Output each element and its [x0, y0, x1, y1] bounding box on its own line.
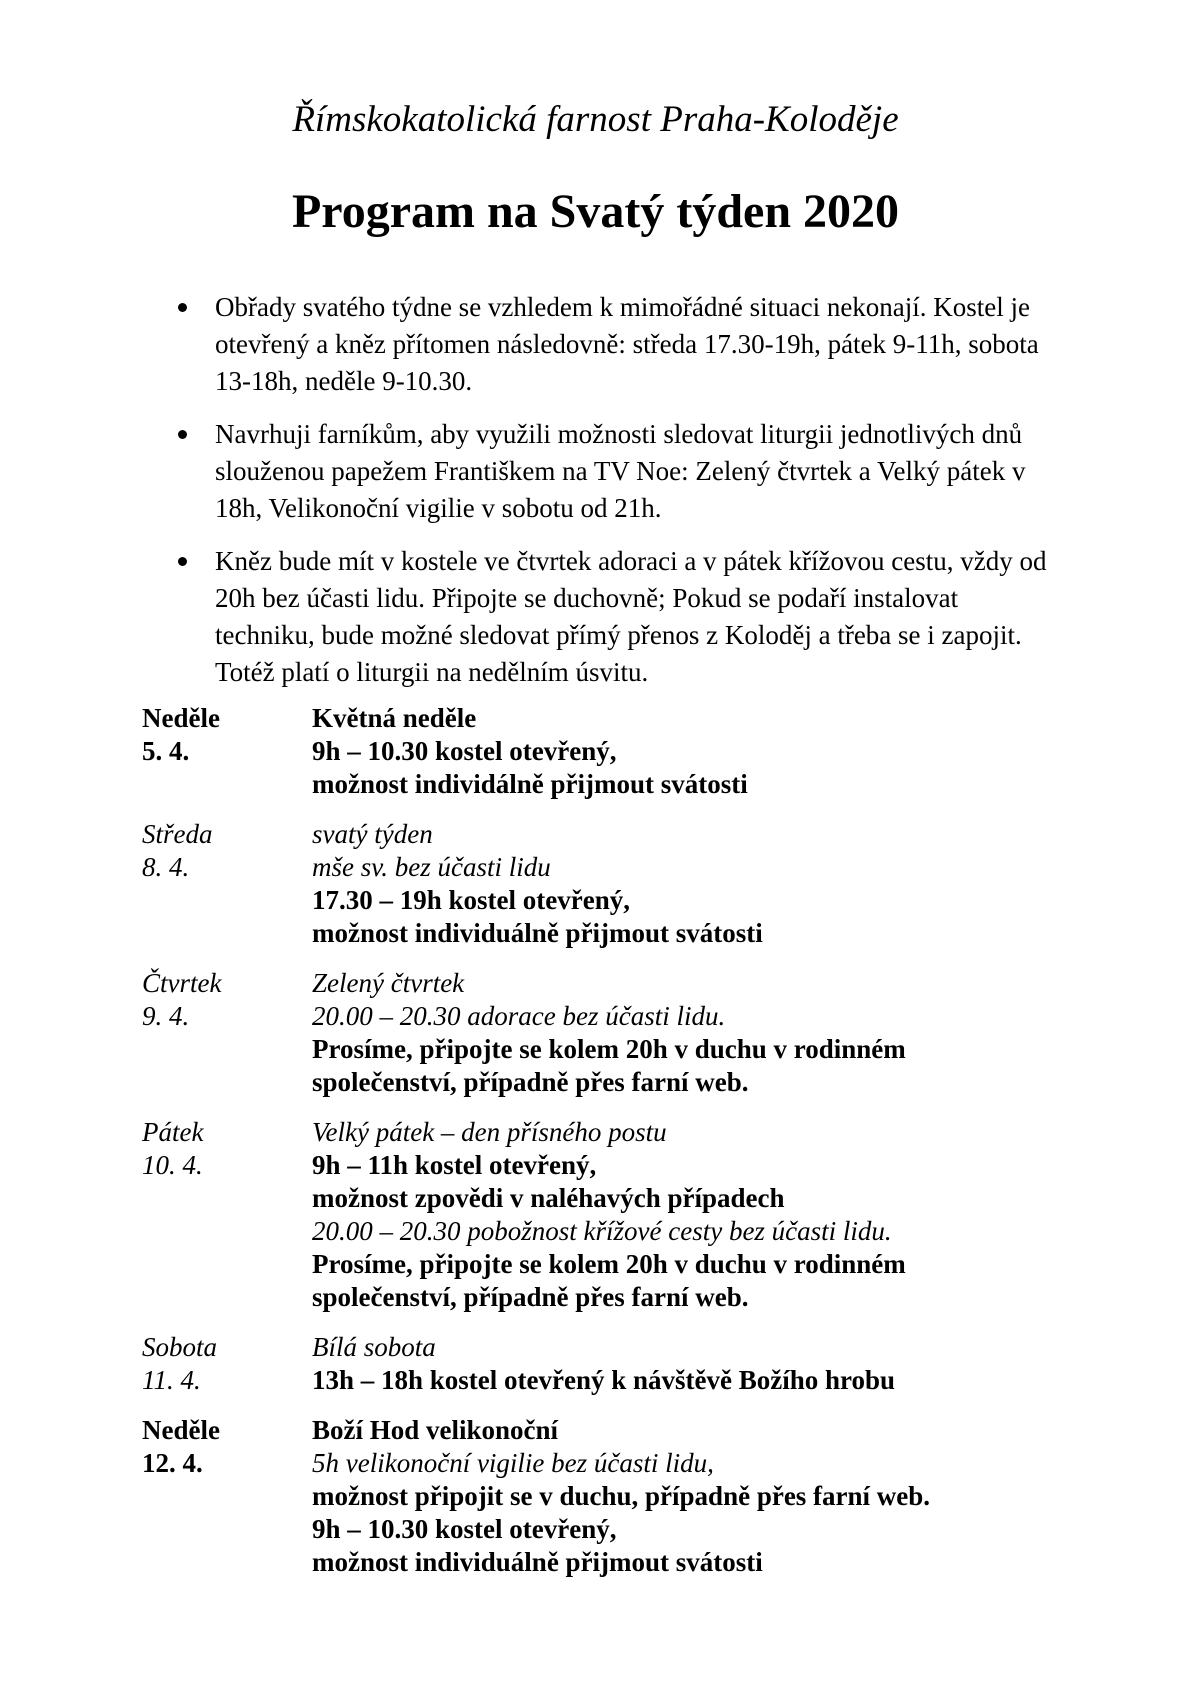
notice-text: Kněz bude mít v kostele ve čtvrtek adoraci a v pátek křížovou cestu, vždy od 20h bez účasti lidu. Připojte se duchovně; Pokud se podaří instalovat techniku, bude možné sledovat přímý přenos z Koloděj a třeba se i zapojit. Totéž platí o liturgii na nedělním úsvitu.	[215, 546, 1047, 687]
notice-item	[178, 289, 1063, 400]
schedule-line: možnost zpovědi v naléhavých případech	[312, 1183, 785, 1213]
schedule-line: mše sv. bez účasti lidu	[312, 852, 551, 882]
day-date: 9. 4.	[142, 1001, 190, 1031]
day-label	[142, 1116, 312, 1314]
day-label	[142, 818, 312, 950]
day-label	[142, 967, 312, 1099]
schedule-line: společenství, případně přes farní web.	[312, 1282, 749, 1312]
day-details	[312, 1414, 1062, 1579]
schedule-day	[142, 702, 1062, 801]
schedule-line: Prosíme, připojte se kolem 20h v duchu v rodinném	[312, 1034, 906, 1064]
day-details	[312, 1116, 1062, 1314]
day-date: 10. 4.	[142, 1150, 203, 1180]
notice-list	[178, 289, 1063, 707]
schedule-line: Bílá sobota	[312, 1332, 436, 1362]
day-name: Neděle	[142, 703, 220, 733]
day-date: 8. 4.	[142, 852, 190, 882]
schedule-line: Květná neděle	[312, 703, 477, 733]
day-details	[312, 702, 1062, 801]
schedule-line: 17.30 – 19h kostel otevřený,	[312, 885, 630, 915]
day-name: Sobota	[142, 1332, 218, 1362]
schedule-day	[142, 818, 1062, 950]
day-label	[142, 1331, 312, 1397]
notice-item	[178, 543, 1063, 691]
day-name: Čtvrtek	[142, 968, 222, 998]
schedule-line: 5h velikonoční vigilie bez účasti lidu,	[312, 1448, 714, 1478]
bullet-icon	[178, 430, 187, 439]
bullet-icon	[178, 303, 187, 312]
schedule-line: možnost individuálně přijmout svátosti	[312, 1547, 763, 1577]
notice-item	[178, 416, 1063, 527]
schedule-line: možnost individálně přijmout svátosti	[312, 769, 748, 799]
day-details	[312, 1331, 1062, 1397]
parish-name: Římskokatolická farnost Praha-Koloděje	[292, 99, 899, 140]
day-name: Středa	[142, 819, 213, 849]
page-title: Program na Svatý týden 2020	[291, 185, 900, 238]
schedule-line: 20.00 – 20.30 adorace bez účasti lidu.	[312, 1001, 726, 1031]
day-details	[312, 967, 1062, 1099]
schedule-line: společenství, případně přes farní web.	[312, 1067, 749, 1097]
schedule	[142, 702, 1062, 1596]
schedule-line: Zelený čtvrtek	[312, 968, 465, 998]
schedule-line: Velký pátek – den přísného postu	[312, 1117, 667, 1147]
bullet-icon	[178, 557, 187, 566]
notice-text: Obřady svatého týdne se vzhledem k mimořádné situaci nekonají. Kostel je otevřený a kněz přítomen následovně: středa 17.30-19h, pátek 9-11h, sobota 13-18h, neděle 9-10.30.	[215, 292, 1039, 396]
schedule-line: svatý týden	[312, 819, 433, 849]
day-date: 12. 4.	[142, 1448, 203, 1478]
schedule-line: 9h – 10.30 kostel otevřený,	[312, 1514, 617, 1544]
schedule-line: Boží Hod velikonoční	[312, 1415, 559, 1445]
schedule-line: 9h – 11h kostel otevřený,	[312, 1150, 597, 1180]
schedule-line: možnost individuálně přijmout svátosti	[312, 918, 763, 948]
day-date: 5. 4.	[142, 736, 190, 766]
day-details	[312, 818, 1062, 950]
schedule-line: možnost připojit se v duchu, případně přes farní web.	[312, 1481, 931, 1511]
schedule-line: 9h – 10.30 kostel otevřený,	[312, 736, 617, 766]
schedule-line: Prosíme, připojte se kolem 20h v duchu v rodinném	[312, 1249, 906, 1279]
day-label	[142, 1414, 312, 1579]
schedule-day	[142, 1414, 1062, 1579]
schedule-line: 20.00 – 20.30 pobožnost křížové cesty bez účasti lidu.	[312, 1216, 892, 1246]
day-date: 11. 4.	[142, 1365, 201, 1395]
schedule-line: 13h – 18h kostel otevřený k návštěvě Božího hrobu	[312, 1365, 896, 1395]
day-label	[142, 702, 312, 801]
schedule-day	[142, 1331, 1062, 1397]
day-name: Pátek	[142, 1117, 204, 1147]
schedule-day	[142, 1116, 1062, 1314]
schedule-day	[142, 967, 1062, 1099]
day-name: Neděle	[142, 1415, 220, 1445]
notice-text: Navrhuji farníkům, aby využili možnosti sledovat liturgii jednotlivých dnů slouženou papežem Františkem na TV Noe: Zelený čtvrtek a Velký pátek v 18h, Velikonoční vigilie v sobotu od 21h.	[215, 419, 1026, 523]
